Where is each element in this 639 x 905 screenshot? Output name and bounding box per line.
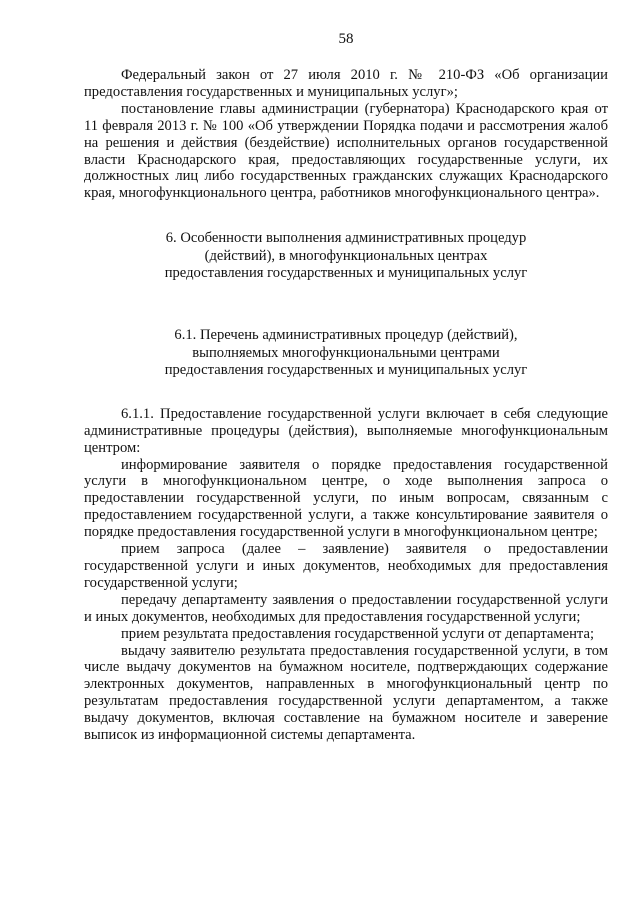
heading-line: выполняемых многофункциональными центрами — [192, 344, 500, 361]
list-item-informing: информирование заявителя о порядке предоставления государственной услуги в многофункциональном центре, о ходе выполнения запроса о предоставлении государственной услуги, по иным вопросам, связанным с предоставлением государственной услуги, а также консультирование заявителя о порядке предоставления государственной услуги в многофункциональном центре; — [84, 456, 608, 541]
page-number: 58 — [338, 31, 354, 47]
paragraph-6-1-1: 6.1.1. Предоставление государственной услуги включает в себя следующие административные процедуры (действия), выполняемые многофункциональным центром: — [84, 405, 608, 456]
list-item-issuance: выдачу заявителю результата предоставления государственной услуги, в том числе выдачу документов на бумажном носителе, подтверждающих содержание электронных документов, направленных в многофункциональный центр по результатам предоставления государственной услуги департаментом, а также выдачу документов, включая составление на бумажном носителе и заверение выписок из информационной системы департамента. — [84, 642, 608, 744]
paragraph-law-210: Федеральный закон от 27 июля 2010 г. № 210-ФЗ «Об организации предоставления государственных и муниципальных услуг»; — [84, 67, 608, 100]
list-item-result-reception: прием результата предоставления государственной услуги от департамента; — [121, 625, 595, 642]
body-block — [84, 406, 608, 744]
heading-line: предоставления государственных и муниципальных услуг — [164, 362, 528, 379]
paragraph-resolution-100: постановление главы администрации (губернатора) Краснодарского края от 11 февраля 2013 г. № 100 «Об утверждении Порядка подачи и рассмотрения жалоб на решения и действия (бездействие) исполнительных органов государственной власти Краснодарского края, предоставляющих государственные услуги, их должностных лиц либо государственных гражданских служащих Краснодарского края, многофункционального центра, работников многофункционального центра». — [84, 100, 608, 202]
heading-line: 6.1. Перечень административных процедур (действий), — [174, 327, 518, 344]
heading-line: 6. Особенности выполнения административных процедур — [165, 230, 527, 247]
section-6-1-heading — [84, 327, 608, 380]
heading-line: (действий), в многофункциональных центрах — [204, 247, 488, 264]
list-item-transfer: передачу департаменту заявления о предоставлении государственной услуги и иных документов, необходимых для предоставления государственной услуги; — [84, 591, 608, 625]
section-6-heading — [84, 230, 608, 283]
list-item-reception: прием запроса (далее – заявление) заявителя о предоставлении государственной услуги и иных документов, необходимых для предоставления государственной услуги; — [84, 541, 608, 591]
intro-block — [84, 67, 608, 202]
heading-line: предоставления государственных и муниципальных услуг — [164, 265, 528, 282]
